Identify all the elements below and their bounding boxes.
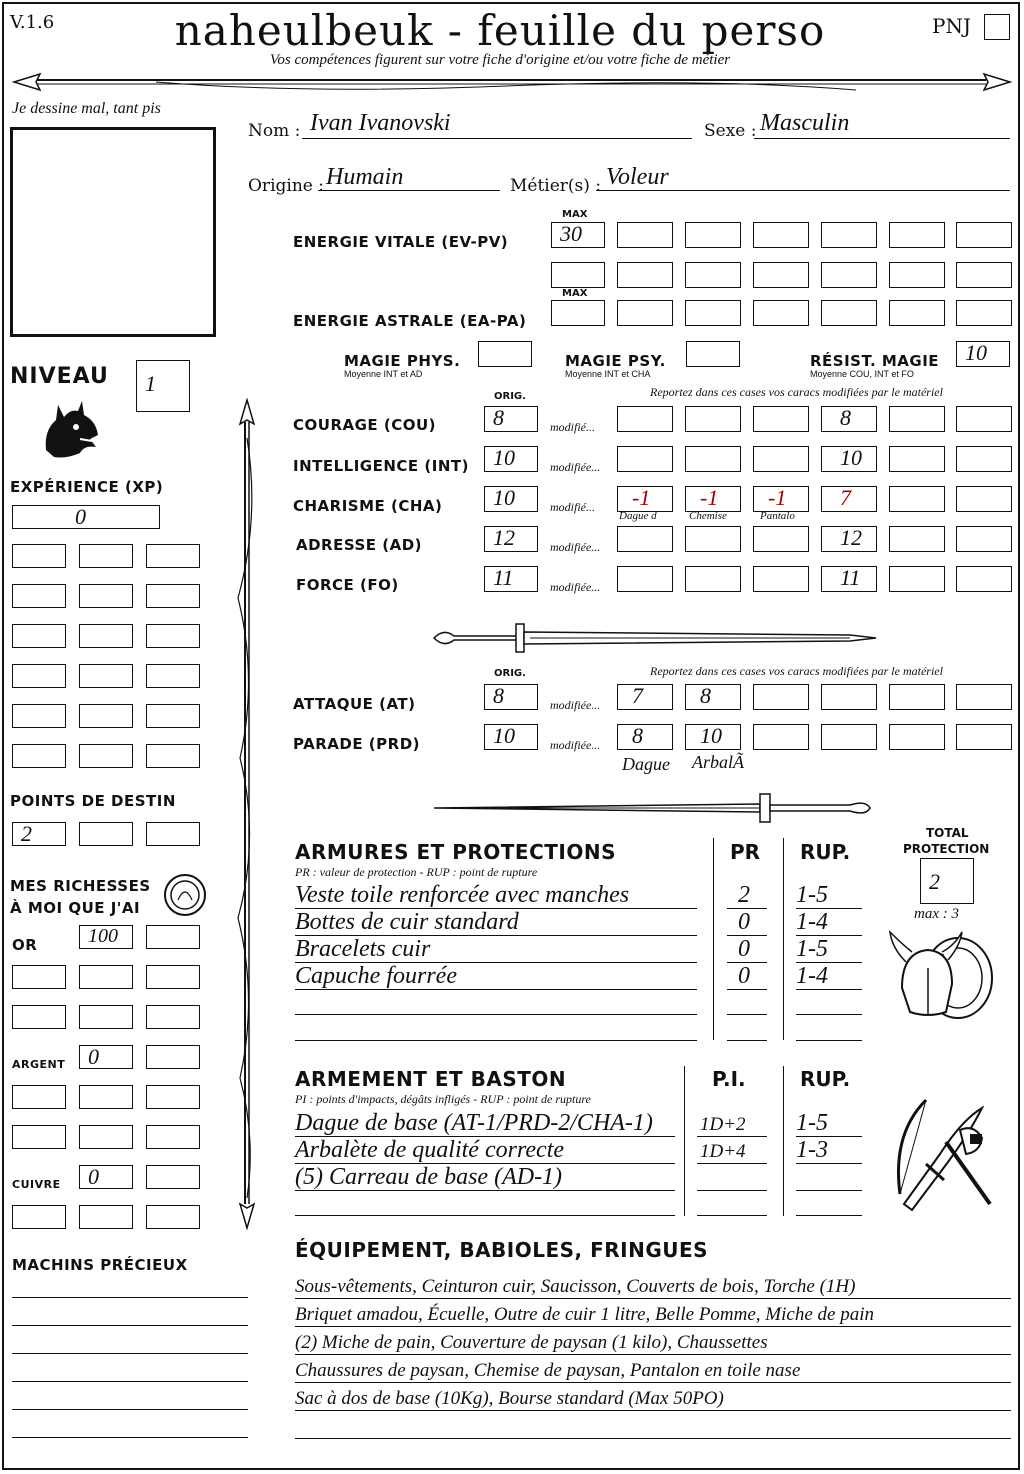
modif-label: modifiée... [550, 698, 601, 712]
weapon-rup[interactable]: 1-3 [796, 1137, 828, 1163]
combat-orig-label: ORIG. [494, 668, 526, 679]
armor-pr[interactable]: 0 [738, 936, 750, 962]
equipment-line[interactable]: Sous-vêtements, Ceinturon cuir, Saucisson, Couverts de bois, Torche (1H) [295, 1276, 856, 1297]
stat-mod-box[interactable]: 10 [821, 446, 877, 472]
argent-box[interactable] [146, 1045, 200, 1069]
or-box[interactable] [79, 965, 133, 989]
stats-note: Reportez dans ces cases vos caracs modifiées par le matériel [650, 385, 943, 399]
pnj-checkbox[interactable] [984, 14, 1010, 40]
or-box[interactable] [12, 965, 66, 989]
stat-mod-box[interactable] [753, 526, 809, 552]
precieux-line[interactable] [12, 1409, 248, 1410]
portrait-label: Je dessine mal, tant pis [12, 100, 161, 117]
or-box[interactable] [146, 965, 200, 989]
metier-value[interactable]: Voleur [606, 164, 669, 190]
origine-value[interactable]: Humain [326, 164, 404, 190]
attaque-label: ATTAQUE (AT) [293, 695, 416, 713]
resist-magie-box[interactable]: 10 [956, 341, 1010, 367]
total-protection-box[interactable]: 2 [920, 858, 974, 904]
modif-label: modifiée... [550, 540, 601, 554]
armor-rup[interactable]: 1-5 [796, 882, 828, 908]
xp-grid-box[interactable] [146, 624, 200, 648]
or-box[interactable] [79, 1005, 133, 1029]
xp-grid-box[interactable] [146, 584, 200, 608]
armor-pr[interactable]: 0 [738, 909, 750, 935]
xp-grid-box[interactable] [79, 744, 133, 768]
nom-label: Nom : [248, 121, 301, 141]
argent-box[interactable] [79, 1125, 133, 1149]
stat-mod-box[interactable] [956, 446, 1012, 472]
stat-label-cou: COURAGE (COU) [293, 416, 437, 434]
modif-label: modifiée... [550, 460, 601, 474]
equipment-line[interactable]: (2) Miche de pain, Couverture de paysan (1 kilo), Chaussettes [295, 1332, 768, 1353]
destin-box[interactable]: 2 [12, 822, 66, 846]
ea-max-label: MAX [562, 288, 588, 299]
ea-box[interactable] [685, 300, 741, 326]
attaque-mod-box[interactable]: 7 [617, 684, 673, 710]
stat-mod-box[interactable] [753, 446, 809, 472]
ev-box[interactable] [956, 262, 1012, 288]
richesses-label-1: MES RICHESSES [10, 877, 151, 895]
armor-name[interactable]: Bracelets cuir [295, 936, 431, 962]
equipment-line[interactable]: Sac à dos de base (10Kg), Bourse standard (Max 50PO) [295, 1388, 724, 1409]
portrait-box[interactable] [10, 127, 216, 337]
magie-psy-box[interactable] [686, 341, 740, 367]
ea-box[interactable] [753, 300, 809, 326]
or-box[interactable] [12, 1005, 66, 1029]
or-box[interactable] [146, 1005, 200, 1029]
xp-grid-box[interactable] [12, 664, 66, 688]
equipment-line[interactable]: Chaussures de paysan, Chemise de paysan, Pantalon en toile nase [295, 1360, 801, 1381]
ev-box[interactable] [685, 262, 741, 288]
pnj-label: PNJ [932, 14, 971, 38]
parade-label: PARADE (PRD) [293, 735, 421, 753]
magie-phys-note: Moyenne INT et AD [344, 369, 423, 379]
stat-label-fo: FORCE (FO) [296, 576, 399, 594]
weapons-icon [886, 1094, 1004, 1214]
cuivre-box[interactable] [12, 1205, 66, 1229]
argent-box[interactable] [12, 1085, 66, 1109]
armures-note: PR : valeur de protection - RUP : point de rupture [295, 865, 538, 879]
ev-max-box[interactable]: 30 [551, 222, 605, 248]
precieux-line[interactable] [12, 1381, 248, 1382]
stat-mod-box[interactable] [617, 446, 673, 472]
nom-value[interactable]: Ivan Ivanovski [310, 110, 451, 136]
precieux-line[interactable] [12, 1325, 248, 1326]
stat-orig-box[interactable]: 11 [484, 566, 538, 592]
xp-grid-box[interactable] [12, 624, 66, 648]
xp-grid-box[interactable] [79, 704, 133, 728]
stat-mod-box[interactable] [753, 406, 809, 432]
ea-max-box[interactable] [551, 300, 605, 326]
cuivre-box[interactable] [146, 1165, 200, 1189]
parade-mod-box[interactable]: 10 [685, 724, 741, 750]
magie-phys-label: MAGIE PHYS. [344, 352, 461, 370]
xp-grid-box[interactable] [79, 544, 133, 568]
weapon-name[interactable]: Arbalète de qualité correcte [295, 1137, 565, 1163]
ev-box[interactable] [617, 222, 673, 248]
armor-empty-line[interactable] [295, 1040, 697, 1041]
stat-mod-box[interactable] [956, 406, 1012, 432]
xp-grid-box[interactable] [146, 664, 200, 688]
max-protection-label: max : 3 [914, 906, 959, 922]
origine-label: Origine : [248, 176, 324, 196]
stat-orig-box[interactable]: 10 [484, 446, 538, 472]
combat-note: Reportez dans ces cases vos caracs modifiées par le matériel [650, 664, 943, 678]
equipement-title: ÉQUIPEMENT, BABIOLES, FRINGUES [295, 1238, 709, 1262]
modif-label: modifiée... [550, 580, 601, 594]
spear-icon [230, 398, 264, 1230]
cuivre-box[interactable] [79, 1205, 133, 1229]
attaque-mod-box[interactable] [956, 684, 1012, 710]
niveau-label: NIVEAU [10, 364, 109, 389]
ea-box[interactable] [821, 300, 877, 326]
stat-mod-box[interactable]: 12 [821, 526, 877, 552]
stat-mod-box[interactable]: -1 [753, 486, 809, 512]
armures-title: ARMURES ET PROTECTIONS [295, 840, 616, 864]
weapon-pi[interactable]: 1D+2 [700, 1114, 746, 1135]
armor-rup[interactable]: 1-4 [796, 909, 828, 935]
total-protection-label-1: TOTAL [926, 826, 969, 840]
stat-orig-box[interactable]: 10 [484, 486, 538, 512]
parade-mod-box[interactable] [821, 724, 877, 750]
resist-magie-note: Moyenne COU, INT et FO [810, 369, 914, 379]
magie-psy-label: MAGIE PSY. [565, 352, 666, 370]
xp-grid-box[interactable] [79, 584, 133, 608]
stat-label-cha: CHARISME (CHA) [293, 497, 443, 515]
destin-label: POINTS DE DESTIN [10, 792, 176, 810]
weapon-pi[interactable]: 1D+4 [700, 1141, 746, 1162]
stat-mod-box[interactable] [753, 566, 809, 592]
magie-psy-note: Moyenne INT et CHA [565, 369, 651, 379]
pi-header: P.I. [712, 1067, 746, 1091]
armor-rup[interactable]: 1-5 [796, 936, 828, 962]
stat-mod-box[interactable]: -1 [685, 486, 741, 512]
xp-box[interactable]: 0 [12, 505, 160, 529]
page-title: naheulbeuk - feuille du perso [174, 6, 826, 55]
stat-mod-box[interactable] [889, 446, 945, 472]
destin-box[interactable] [146, 822, 200, 846]
cha-note: Pantalo [760, 510, 795, 522]
xp-grid-box[interactable] [146, 744, 200, 768]
sword-icon [430, 790, 875, 826]
modif-label: modifié... [550, 420, 595, 434]
page-subtitle: Vos compétences figurent sur votre fiche d'origine et/ou votre fiche de métier [269, 52, 731, 68]
pr-header: PR [730, 840, 761, 864]
destin-box[interactable] [79, 822, 133, 846]
armor-name[interactable]: Bottes de cuir standard [295, 909, 519, 935]
stat-mod-box[interactable] [685, 566, 741, 592]
xp-grid-box[interactable] [146, 544, 200, 568]
weapon-name[interactable]: (5) Carreau de base (AD-1) [295, 1164, 563, 1190]
stat-mod-box[interactable]: -1 [617, 486, 673, 512]
stat-mod-box[interactable] [685, 406, 741, 432]
cha-note: Dague d [619, 510, 657, 522]
sword-icon [430, 618, 880, 658]
armor-empty-line[interactable] [295, 1014, 697, 1015]
ea-label: ENERGIE ASTRALE (EA-PA) [293, 312, 527, 330]
ev-box[interactable] [753, 222, 809, 248]
or-label: OR [12, 936, 38, 954]
stat-label-int: INTELLIGENCE (INT) [293, 457, 469, 475]
xp-label: EXPÉRIENCE (XP) [10, 478, 164, 496]
precieux-line[interactable] [12, 1297, 248, 1298]
argent-box[interactable]: 0 [79, 1045, 133, 1069]
stat-orig-box[interactable]: 8 [484, 406, 538, 432]
xp-grid-box[interactable] [79, 664, 133, 688]
stat-mod-box[interactable] [617, 526, 673, 552]
xp-grid-box[interactable] [12, 744, 66, 768]
weapon-name[interactable]: Dague de base (AT-1/PRD-2/CHA-1) [295, 1110, 653, 1136]
xp-grid-box[interactable] [146, 704, 200, 728]
argent-box[interactable] [79, 1085, 133, 1109]
stat-mod-box[interactable]: 11 [821, 566, 877, 592]
ea-box[interactable] [956, 300, 1012, 326]
argent-box[interactable] [146, 1125, 200, 1149]
metier-label: Métier(s) : [510, 176, 602, 196]
equipment-line[interactable]: Briquet amadou, Écuelle, Outre de cuir 1 litre, Belle Pomme, Miche de pain [295, 1304, 874, 1325]
weapon-rup[interactable]: 1-5 [796, 1110, 828, 1136]
stat-mod-box[interactable] [617, 566, 673, 592]
ev-box[interactable] [551, 262, 605, 288]
coin-icon [162, 872, 208, 918]
parade-mod-box[interactable]: 8 [617, 724, 673, 750]
armor-pr[interactable]: 0 [738, 963, 750, 989]
magie-phys-box[interactable] [478, 341, 532, 367]
modif-label: modifiée... [550, 738, 601, 752]
attaque-mod-box[interactable]: 8 [685, 684, 741, 710]
armement-note: PI : points d'impacts, dégâts infligés - RUP : point de rupture [295, 1092, 591, 1106]
cha-note: Chemise [689, 510, 727, 522]
sexe-label: Sexe : [704, 121, 757, 141]
parade-mod-box[interactable] [753, 724, 809, 750]
armor-pr[interactable]: 2 [738, 882, 750, 908]
stat-mod-box[interactable] [889, 406, 945, 432]
stat-orig-box[interactable]: 12 [484, 526, 538, 552]
stat-mod-box[interactable]: 7 [821, 486, 877, 512]
parade-mod-box[interactable] [889, 724, 945, 750]
helmet-shield-icon [888, 928, 998, 1028]
cuivre-box[interactable] [146, 1205, 200, 1229]
ev-box[interactable] [889, 262, 945, 288]
precieux-line[interactable] [12, 1353, 248, 1354]
cuivre-box[interactable]: 0 [79, 1165, 133, 1189]
argent-box[interactable] [12, 1125, 66, 1149]
machins-precieux-label: MACHINS PRÉCIEUX [12, 1256, 188, 1274]
dragon-icon [36, 395, 106, 465]
attaque-orig-box[interactable]: 8 [484, 684, 538, 710]
attaque-mod-box[interactable] [821, 684, 877, 710]
ea-box[interactable] [889, 300, 945, 326]
ev-box[interactable] [617, 262, 673, 288]
stat-mod-box[interactable] [956, 566, 1012, 592]
richesses-label-2: À MOI QUE J'AI [10, 899, 141, 917]
armor-name[interactable]: Veste toile renforcée avec manches [295, 882, 630, 908]
attaque-mod-box[interactable] [889, 684, 945, 710]
or-box[interactable] [146, 925, 200, 949]
rup-header: RUP. [800, 840, 851, 864]
total-protection-label-2: PROTECTION [903, 842, 990, 856]
argent-label: ARGENT [12, 1058, 66, 1071]
ev-box[interactable] [753, 262, 809, 288]
equipment-empty-line[interactable] [295, 1438, 1011, 1439]
armement-title: ARMEMENT ET BASTON [295, 1067, 567, 1091]
armor-name[interactable]: Capuche fourrée [295, 963, 457, 989]
xp-grid-box[interactable] [12, 544, 66, 568]
niveau-box[interactable]: 1 [136, 360, 190, 412]
attaque-mod-box[interactable] [753, 684, 809, 710]
parade-orig-box[interactable]: 10 [484, 724, 538, 750]
spear-icon [6, 64, 1018, 100]
armor-rup[interactable]: 1-4 [796, 963, 828, 989]
ev-box[interactable] [889, 222, 945, 248]
or-box[interactable]: 100 [79, 925, 133, 949]
stat-mod-box[interactable] [685, 526, 741, 552]
stats-orig-label: ORIG. [494, 391, 526, 402]
stat-mod-box[interactable] [956, 486, 1012, 512]
weapon-empty-line[interactable] [295, 1215, 675, 1216]
resist-magie-label: RÉSIST. MAGIE [810, 352, 940, 370]
ev-label: ENERGIE VITALE (EV-PV) [293, 233, 509, 251]
ev-box[interactable] [956, 222, 1012, 248]
precieux-line[interactable] [12, 1437, 248, 1438]
parade-mod-box[interactable] [956, 724, 1012, 750]
weapon-note: Dague [622, 754, 670, 774]
sexe-value[interactable]: Masculin [760, 110, 850, 136]
weapon-rup-header: RUP. [800, 1067, 851, 1091]
ea-box[interactable] [617, 300, 673, 326]
stat-mod-box[interactable] [889, 526, 945, 552]
weapon-note: ArbalÃ [692, 752, 744, 772]
ev-box[interactable] [821, 222, 877, 248]
stat-mod-box[interactable]: 8 [821, 406, 877, 432]
xp-grid-box[interactable] [79, 624, 133, 648]
ev-box[interactable] [821, 262, 877, 288]
stat-mod-box[interactable] [889, 566, 945, 592]
xp-grid-box[interactable] [12, 704, 66, 728]
stat-mod-box[interactable] [685, 446, 741, 472]
cuivre-label: CUIVRE [12, 1178, 61, 1191]
stat-label-ad: ADRESSE (AD) [296, 536, 423, 554]
stat-mod-box[interactable] [889, 486, 945, 512]
stat-mod-box[interactable] [956, 526, 1012, 552]
modif-label: modifié... [550, 500, 595, 514]
stat-mod-box[interactable] [617, 406, 673, 432]
ev-box[interactable] [685, 222, 741, 248]
version-label: V.1.6 [10, 12, 55, 33]
argent-box[interactable] [146, 1085, 200, 1109]
ev-max-label: MAX [562, 209, 588, 220]
xp-grid-box[interactable] [12, 584, 66, 608]
